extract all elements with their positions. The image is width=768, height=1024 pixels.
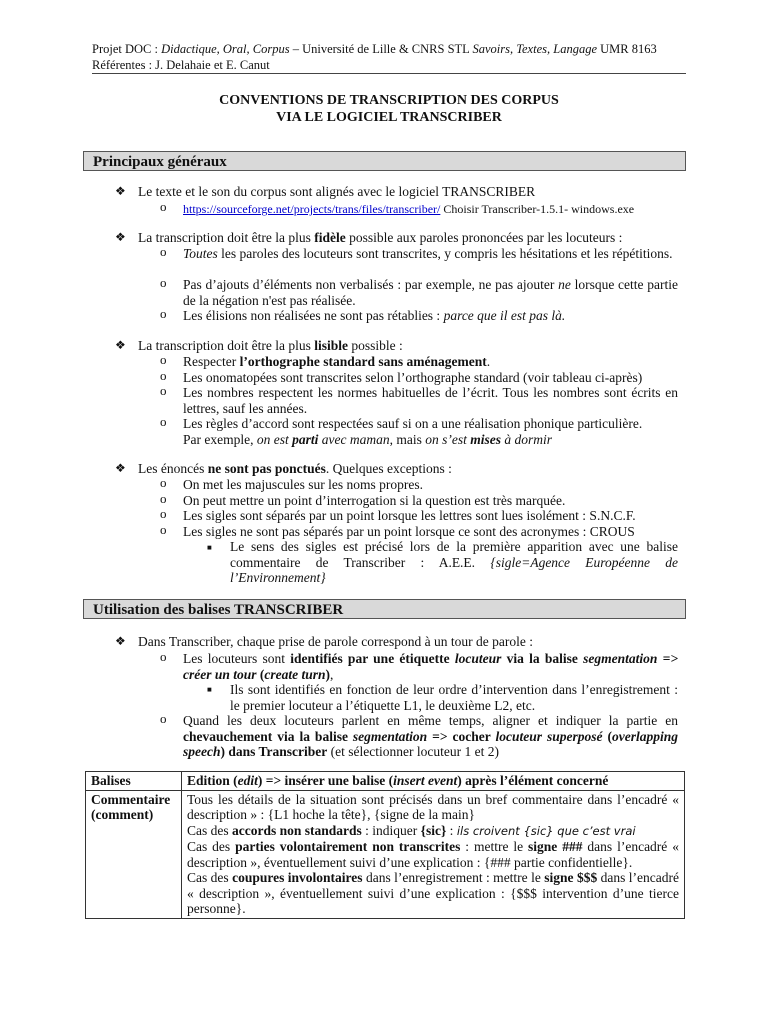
table-header-balises: Balises	[86, 772, 182, 791]
sub-sub-bullet-ordre: Ils sont identifiés en fonction de leur ordre d’intervention dans l’enregistrement : le premier locuteur a l’étiquette L1, le deuxième L2, etc.	[230, 682, 678, 713]
square-bullet-icon: ■	[207, 543, 212, 552]
sub-bullet-sigles-points: Les sigles sont séparés par un point lorsque les lettres sont lues isolément : S.N.C.F.	[183, 508, 636, 523]
table-row	[86, 790, 685, 918]
sub-bullet-onomatopees: Les onomatopées sont transcrites selon l’orthographe standard (voir tableau ci-après)	[183, 370, 643, 385]
table-cell-commentaire: Commentaire (comment)	[86, 790, 182, 918]
circle-bullet-icon: o	[160, 491, 167, 506]
sub-bullet-toutes: Toutes les paroles des locuteurs sont transcrites, y compris les hésitations et les répétitions.	[183, 246, 673, 261]
bullet-alignement: Le texte et le son du corpus sont alignés avec le logiciel TRANSCRIBER	[138, 184, 536, 199]
document-title: CONVENTIONS DE TRANSCRIPTION DES CORPUS VIA LE LOGICIEL TRANSCRIBER	[219, 93, 559, 125]
sub-bullet-orthographe: Respecter l’orthographe standard sans aménagement.	[183, 354, 491, 369]
header-referentes: Référentes : J. Delahaie et E. Canut	[92, 58, 270, 72]
circle-bullet-icon: o	[160, 711, 167, 726]
circle-bullet-icon: o	[160, 414, 167, 429]
diamond-bullet-icon: ❖	[115, 230, 126, 244]
page-header	[92, 41, 692, 73]
circle-bullet-icon: o	[160, 649, 167, 664]
diamond-bullet-icon: ❖	[115, 338, 126, 352]
sub-bullet-accords: Les règles d’accord sont respectées sauf si on a une réalisation phonique particulière. Par exemple, on est parti avec maman, mais on s’est mises à dormir	[183, 416, 643, 447]
bullet-ponctuation: Les énoncés ne sont pas ponctués. Quelques exceptions :	[138, 461, 452, 476]
sub-bullet-chevauchement: Quand les deux locuteurs parlent en même temps, aligner et indiquer la partie en chevauchement via la balise segmentation => cocher locuteur superposé (overlapping speech) dans Transcriber (et sélectionner locuteur 1 et 2)	[183, 713, 678, 759]
sub-bullet-acronymes: Les sigles ne sont pas séparés par un point lorsque ce sont des acronymes : CROUS	[183, 524, 635, 539]
section-heading-principaux: Principaux généraux	[83, 151, 686, 171]
section-heading-balises: Utilisation des balises TRANSCRIBER	[83, 599, 686, 619]
circle-bullet-icon: o	[160, 244, 167, 259]
sub-sub-bullet-sens-sigles: Le sens des sigles est précisé lors de la première apparition avec une balise commentaire de Transcriber : A.E.E. {sigle=Agence Européenne de l’Environnement}	[230, 539, 678, 585]
bullet-tour-de-parole: Dans Transcriber, chaque prise de parole correspond à un tour de parole :	[138, 634, 533, 649]
sub-bullet-ajouts: Pas d’ajouts d’éléments non verbalisés : par exemple, ne pas ajouter ne lorsque cette partie de la négation n'est pas réalisée.	[183, 277, 678, 308]
circle-bullet-icon: o	[160, 275, 167, 290]
table-header-row	[86, 772, 685, 791]
table-header-edition: Edition (edit) => insérer une balise (insert event) après l’élément concerné	[182, 772, 685, 791]
circle-bullet-icon: o	[160, 383, 167, 398]
circle-bullet-icon: o	[160, 522, 167, 537]
diamond-bullet-icon: ❖	[115, 461, 126, 475]
balises-table	[85, 771, 685, 919]
header-project-line: Projet DOC : Didactique, Oral, Corpus – Université de Lille & CNRS STL Savoirs, Textes, Langage UMR 8163	[92, 42, 657, 56]
circle-bullet-icon: o	[160, 306, 167, 321]
table-cell-commentaire-details: Tous les détails de la situation sont précisés dans un bref commentaire dans l’encadré « description » : {L1 hoche la tête}, {signe de la main} Cas des accords non standards : indiquer {sic} : ils croivent {sic} que c’est vrai Cas des parties volontairement non transcrites : mettre le signe ### dans l’encadré « description », éventuellement suivi d’une explication : {### partie confidentielle}. Cas des coupures involontaires dans l’enregistrement : mettre le signe $$$ dans l’encadré « description », éventuellement suivi d’une explication : {$$$ intervention d’une tierce personne}.	[182, 790, 685, 918]
bullet-lisible: La transcription doit être la plus lisible possible :	[138, 338, 403, 353]
diamond-bullet-icon: ❖	[115, 184, 126, 198]
circle-bullet-icon: o	[160, 199, 167, 214]
sub-bullet-majuscules: On met les majuscules sur les noms propres.	[183, 477, 423, 492]
circle-bullet-icon: o	[160, 506, 167, 521]
sub-bullet-nombres: Les nombres respectent les normes habituelles de l’écrit. Tous les nombres sont écrits en lettres, sauf les années.	[183, 385, 678, 416]
sub-bullet-elisions: Les élisions non réalisées ne sont pas rétablies : parce que il est pas là.	[183, 308, 566, 323]
header-divider	[92, 73, 686, 74]
circle-bullet-icon: o	[160, 352, 167, 367]
sourceforge-link[interactable]: https://sourceforge.net/projects/trans/files/transcriber/	[183, 202, 441, 216]
circle-bullet-icon: o	[160, 368, 167, 383]
circle-bullet-icon: o	[160, 475, 167, 490]
sub-bullet-identifies: Les locuteurs sont identifiés par une étiquette locuteur via la balise segmentation => créer un tour (create turn),	[183, 651, 679, 682]
square-bullet-icon: ■	[207, 685, 212, 694]
sub-bullet-link: https://sourceforge.net/projects/trans/files/transcriber/ Choisir Transcriber-1.5.1- windows.exe	[183, 202, 635, 216]
bullet-fidele: La transcription doit être la plus fidèle possible aux paroles prononcées par les locuteurs :	[138, 230, 623, 245]
sub-bullet-interrogation: On peut mettre un point d’interrogation si la question est très marquée.	[183, 493, 566, 508]
diamond-bullet-icon: ❖	[115, 634, 126, 648]
